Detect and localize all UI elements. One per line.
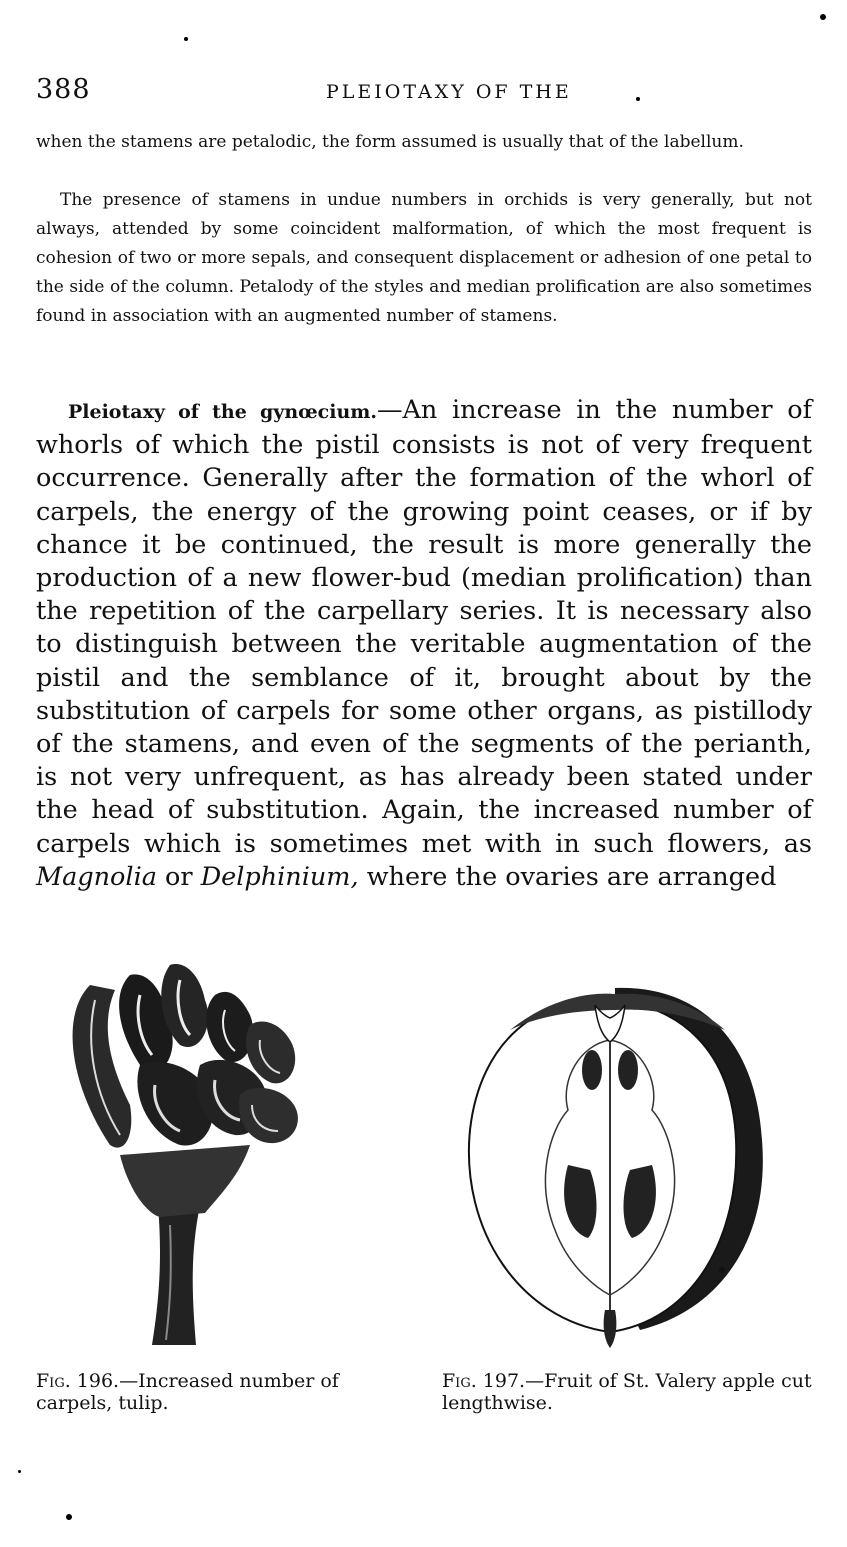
scan-speck (184, 37, 188, 41)
scan-speck (66, 1514, 72, 1520)
figure-caption-text: —Fruit of St. Valery apple cut lengthwise. (442, 1370, 812, 1414)
taxon-magnolia: Magnolia (36, 861, 157, 892)
figure-label: Fig. 196. (36, 1370, 120, 1392)
section-gynoecium (36, 394, 812, 894)
figure-196-tulip (40, 955, 360, 1345)
paragraph-text: when the stamens are petalodic, the form assumed is usually that of the labellum. (36, 132, 744, 152)
tulip-engraving (40, 955, 360, 1345)
running-title: PLEIOTAXY OF THE (326, 81, 572, 103)
scan-speck (820, 14, 826, 20)
taxon-delphinium: Delphinium, (200, 861, 359, 892)
figure-label: Fig. 197. (442, 1370, 526, 1392)
figure-196-caption (36, 1370, 406, 1414)
paragraph-orchid-stamens (36, 186, 812, 331)
figure-197-apple (440, 970, 780, 1350)
apple-section-engraving (440, 970, 780, 1350)
paragraph-text: The presence of stamens in undue numbers in orchids is very generally, but not always, attended by some coincident malformation, of which the most frequent is cohesion of two or more sepals, and consequent displacement or adhesion of one petal to the side of the column. Petalody of the styles and median prolification are also sometimes found in association with an augmented number of stamens. (36, 190, 812, 326)
figure-caption-text: —Increased number of carpels, tulip. (36, 1370, 339, 1414)
scan-speck (636, 97, 640, 101)
section-heading: Pleiotaxy of the gynœcium. (68, 401, 378, 423)
running-head (36, 74, 812, 110)
section-paragraph (36, 394, 812, 894)
section-text: where the ovaries are arranged (358, 861, 777, 892)
paragraph-stamens-petalodic (36, 128, 812, 157)
scan-speck (18, 1470, 21, 1473)
section-text: —An increase in the number of whorls of which the pistil consists is not of very frequent occurrence. Generally after the formation of the whorl of carpels, the energy of the growing point ceases, or if by chance it be continued, the result is more generally the production of a new flower-bud (median prolification) than the repetition of the carpellary series. It is necessary also to distinguish between the veritable augmentation of the pistil and the semblance of it, brought about by the substitution of carpels for some other organs, as pistillody of the stamens, and even of the segments of the perianth, is not very unfrequent, as has already been stated under the head of substitution. Again, the increased number of carpels which is sometimes met with in such flowers, as (36, 395, 813, 859)
page-number: 388 (36, 74, 91, 105)
section-text: or (156, 861, 201, 892)
figure-197-caption (442, 1370, 812, 1414)
